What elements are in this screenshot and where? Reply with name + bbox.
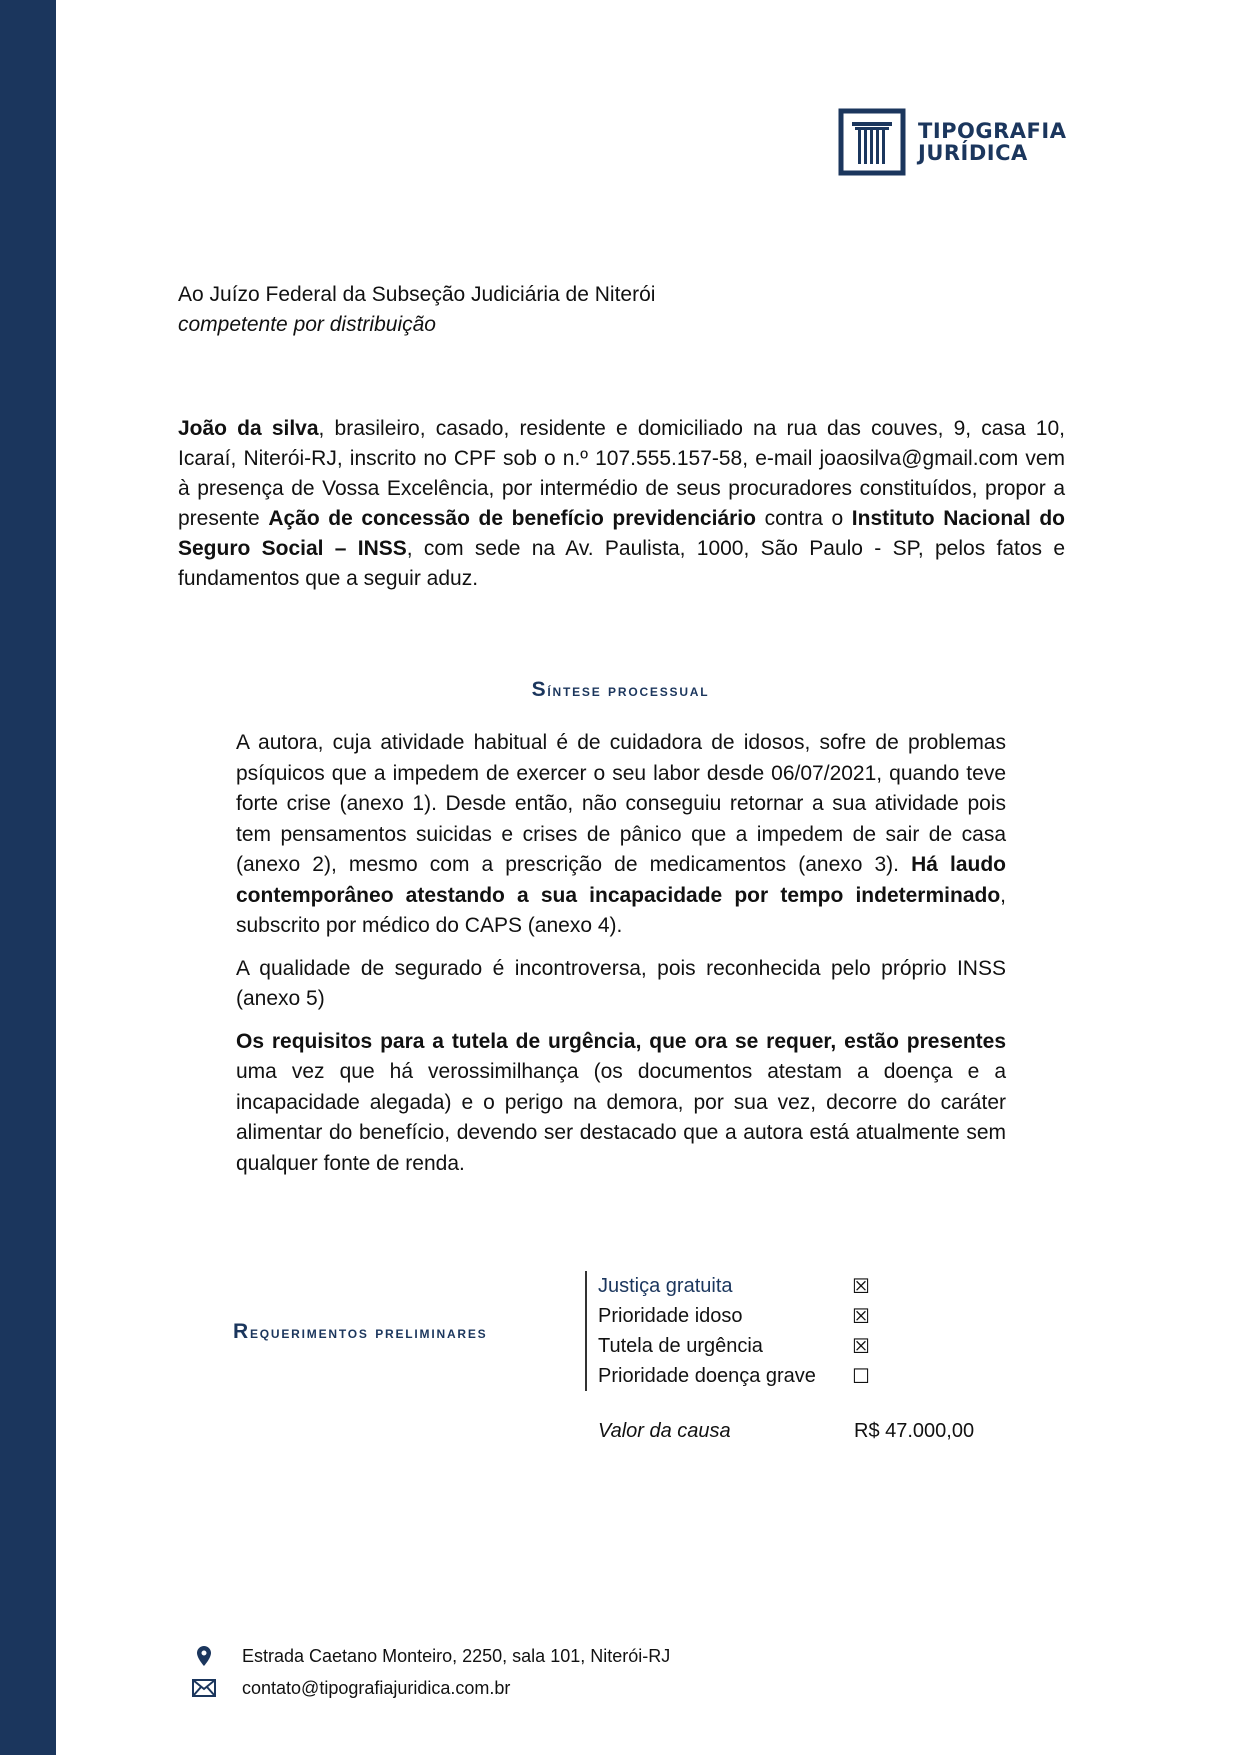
plaintiff-name: João da silva: [178, 417, 319, 440]
intro-text-3: , com sede na Av. Paulista, 1000, São Paulo - SP, pelos fatos e fundamentos que a seguir aduz.: [178, 537, 1065, 590]
footer-address: Estrada Caetano Monteiro, 2250, sala 101, Niterói-RJ: [242, 1645, 671, 1666]
p1-text-end: , subscrito por médico do CAPS (anexo 4).: [236, 883, 1006, 937]
p1-text: A autora, cuja atividade habitual é de cuidadora de idosos, sofre de problemas psíquicos que a impedem de exercer o seu labor desde 06/07/2021, quando teve forte crise (anexo 1). Desde então, não conseguiu retornar a sua atividade pois tem pensamentos suicidas e crises de pânico que a impedem de sair de casa (anexo 2), mesmo com a prescrição de medicamentos (anexo 3).: [236, 731, 1006, 876]
case-value-amount: R$ 47.000,00: [854, 1420, 975, 1442]
requirement-label: Justiça gratuita: [598, 1274, 733, 1297]
location-pin-icon: [192, 1644, 216, 1668]
synthesis-paragraph-3: [236, 1027, 1006, 1180]
footer-email[interactable]: contato@tipografiajuridica.com.br: [242, 1677, 511, 1698]
addressee-court: Ao Juízo Federal da Subseção Judiciária de Niterói: [178, 283, 656, 306]
intro-text-2: contra o: [755, 507, 852, 530]
requirement-row: [598, 1271, 908, 1301]
requirements-list: [598, 1271, 908, 1391]
sidebar-stripe: [0, 0, 56, 1755]
requirements-title: [233, 1320, 488, 1344]
action-name: Ação de concessão de benefício previdenciário: [268, 507, 756, 530]
synthesis-body: [236, 728, 1006, 1191]
checkbox-checked-icon[interactable]: ☒: [852, 1335, 870, 1358]
requirements-divider: [585, 1271, 587, 1391]
checkbox-unchecked-icon[interactable]: ☐: [852, 1365, 870, 1388]
footer: [192, 1640, 670, 1704]
addressee: [178, 280, 655, 340]
logo: [838, 108, 1066, 176]
requirement-row: [598, 1301, 908, 1331]
requirements-title-cap: R: [233, 1320, 250, 1343]
envelope-icon: [192, 1679, 216, 1697]
footer-email-row: [192, 1672, 670, 1704]
synthesis-paragraph-1: [236, 728, 1006, 942]
requirements-title-rest: equerimentos preliminares: [249, 1323, 488, 1342]
column-logo-icon: [838, 108, 906, 176]
intro-text-1: , brasileiro, casado, residente e domiciliado na rua das couves, 9, casa 10, Icaraí, Niterói-RJ, inscrito no CPF sob o n.º 107.555.157-58, e-mail joaosilva@gmail.com vem à presença de Vossa Excelência, por intermédio de seus procuradores constituídos, propor a presente: [178, 417, 1065, 530]
synthesis-title: [0, 678, 1241, 702]
requirement-label: Prioridade doença grave: [598, 1364, 816, 1387]
case-value-label: Valor da causa: [598, 1420, 731, 1442]
requirement-label: Prioridade idoso: [598, 1304, 743, 1327]
logo-line1: TIPOGRAFIA: [918, 119, 1067, 143]
synthesis-title-cap: S: [531, 678, 548, 701]
intro-paragraph: [178, 414, 1065, 594]
checkbox-checked-icon[interactable]: ☒: [852, 1305, 870, 1328]
case-value-row: [598, 1420, 978, 1443]
synthesis-paragraph-2: [236, 954, 1006, 1015]
addressee-competence: competente por distribuição: [178, 313, 436, 336]
requirement-row: [598, 1331, 908, 1361]
p3-bold: Os requisitos para a tutela de urgência, que ora se requer, estão presentes: [236, 1029, 1006, 1053]
p3-text: uma vez que há verossimilhança (os documentos atestam a doença e a incapacidade alegada) e o perigo na demora, por sua vez, decorre do caráter alimentar do benefício, devendo ser destacado que a autora está atualmente sem qualquer fonte de renda.: [236, 1060, 1006, 1175]
p1-bold: Há laudo contemporâneo atestando a sua incapacidade por tempo indeterminado: [236, 853, 1007, 907]
defendant-name: Instituto Nacional do Seguro Social – INSS: [178, 507, 1065, 560]
requirement-row: [598, 1361, 908, 1391]
footer-address-row: [192, 1640, 670, 1672]
checkbox-checked-icon[interactable]: ☒: [852, 1275, 870, 1298]
p2-text: A qualidade de segurado é incontroversa, pois reconhecida pelo próprio INSS (anexo 5): [236, 956, 1006, 1010]
logo-text: [918, 120, 1066, 164]
synthesis-title-rest: íntese processual: [547, 681, 710, 700]
logo-line2: JURÍDICA: [918, 141, 1028, 165]
requirement-label: Tutela de urgência: [598, 1334, 763, 1357]
